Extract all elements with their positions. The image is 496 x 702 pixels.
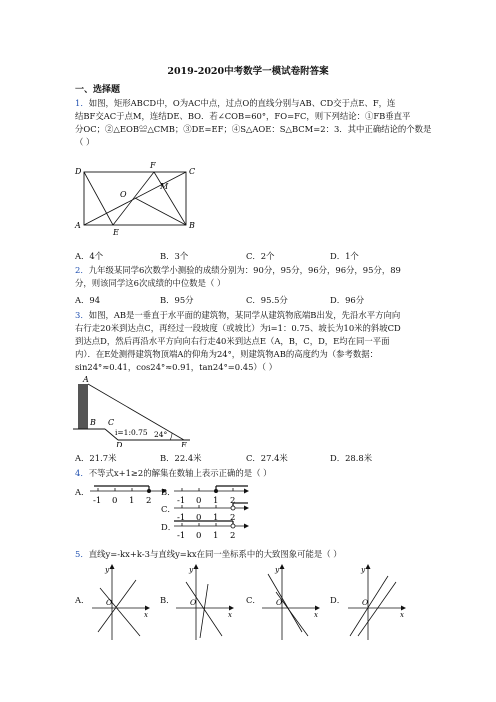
q2-line2: 分，则该同学这6次成绩的中位数是（ ） xyxy=(75,278,226,288)
label-M: M xyxy=(160,182,169,191)
label-O: O xyxy=(120,190,127,199)
svg-text:0: 0 xyxy=(196,513,202,523)
svg-text:x: x xyxy=(228,611,232,619)
q5-text1: 直线y=-kx+k-3与直线y=kx在同一坐标系中的大致图象可能是（ ） xyxy=(88,549,342,559)
q3-option-a: A．21.7米 xyxy=(75,453,117,463)
svg-text:y: y xyxy=(105,565,110,574)
q4-number: 4． xyxy=(75,468,89,478)
q3-line1 xyxy=(75,309,400,321)
q3-option-d: D．28.8米 xyxy=(330,453,373,463)
slope-label: i=1:0.75 xyxy=(115,428,148,437)
q4-number-line-a xyxy=(88,480,168,506)
svg-text:1: 1 xyxy=(213,496,219,506)
q4-number-line-d xyxy=(172,515,250,541)
q3-line2: 右行走20米到达点C，再经过一段坡度（或坡比）为i=1：0.75、坡长为10米的斜坡CD xyxy=(75,323,401,333)
q4-line1 xyxy=(75,467,272,479)
q4-text1: 不等式x+1≥2的解集在数轴上表示正确的是（ ） xyxy=(88,468,272,478)
section-heading: 一、选择题 xyxy=(75,85,121,95)
svg-text:-1: -1 xyxy=(177,531,186,541)
svg-text:0: 0 xyxy=(112,496,118,506)
q3-option-c: C．27.4米 xyxy=(246,453,288,463)
label-C: C xyxy=(189,167,196,176)
q4-label-c: C． xyxy=(161,504,176,514)
svg-text:x: x xyxy=(314,611,318,619)
svg-text:0: 0 xyxy=(196,496,202,506)
q4-label-d: D． xyxy=(161,522,177,532)
q3-option-b: B．22.4米 xyxy=(160,453,202,463)
q1-rectangle-figure xyxy=(70,160,210,240)
q5-graph-d xyxy=(344,562,408,642)
svg-text:2: 2 xyxy=(230,531,236,541)
svg-text:y: y xyxy=(361,565,366,574)
q2-option-b: B．95分 xyxy=(160,295,194,305)
q4-label-b: B． xyxy=(161,487,176,497)
q1-line4: （ ） xyxy=(75,137,95,147)
q1-option-d: D．1个 xyxy=(330,251,359,261)
svg-text:y: y xyxy=(189,565,194,574)
q5-label-c: C． xyxy=(246,595,261,605)
q5-label-a: A． xyxy=(75,595,90,605)
label-E: E xyxy=(113,228,119,237)
label-B: B xyxy=(189,221,195,230)
q1-option-b: B．3个 xyxy=(160,251,189,261)
q2-number: 2． xyxy=(75,265,89,275)
label-A: A xyxy=(75,221,81,230)
q1-line2: 结BF交AC于点M，连结DE、BO．若∠COB=60°，FO=FC，则下列结论：①FB垂直平 xyxy=(75,111,411,121)
svg-text:x: x xyxy=(144,611,148,619)
svg-text:0: 0 xyxy=(196,531,202,541)
q1-option-a: A．4个 xyxy=(75,251,104,261)
label-B: B xyxy=(90,418,96,427)
q3-line3: 到达点D，然后再沿水平方向向右行走40米到达点E（A，B，C，D，E均在同一平面 xyxy=(75,336,390,346)
svg-text:-1: -1 xyxy=(93,496,102,506)
q1-line3: 分OC；②△EOB≌△CMB；③DE=EF；④S△AOE：S△BCM=2：3．其中正确结论的个数是 xyxy=(75,124,432,134)
q2-text1: 九年级某同学6次数学小测验的成绩分别为：90分，95分，96分，96分，95分，89 xyxy=(88,265,401,275)
label-D: D xyxy=(75,167,82,176)
q3-line5: sin24°≈0.41，cos24°≈0.91，tan24°=0.45）（ ） xyxy=(75,362,278,372)
q3-text1: 如图，AB是一垂直于水平面的建筑物，某同学从建筑物底端B出发，先沿水平方向向 xyxy=(88,310,401,320)
label-A: A xyxy=(83,375,89,384)
q2-option-d: D．96分 xyxy=(330,295,365,305)
q3-building-figure xyxy=(70,372,195,447)
svg-text:y: y xyxy=(275,565,280,574)
svg-text:-1: -1 xyxy=(177,496,186,506)
svg-text:2: 2 xyxy=(146,496,152,506)
q3-number: 3． xyxy=(75,310,89,320)
q5-graph-b xyxy=(172,562,236,642)
q1-option-c: C．2个 xyxy=(246,251,275,261)
svg-text:O: O xyxy=(276,598,283,607)
page-title: 2019-2020中考数学一模试卷附答案 xyxy=(167,66,329,77)
q2-option-a: A．94 xyxy=(75,295,101,305)
svg-text:O: O xyxy=(362,598,369,607)
svg-text:-1: -1 xyxy=(177,513,186,523)
svg-text:1: 1 xyxy=(213,531,219,541)
q2-option-c: C．95.5分 xyxy=(246,295,288,305)
q5-label-b: B． xyxy=(160,595,175,605)
label-D: D xyxy=(116,441,123,447)
angle-label: 24° xyxy=(154,430,168,439)
q5-number: 5． xyxy=(75,549,89,559)
label-C: C xyxy=(108,418,115,427)
q1-line1 xyxy=(75,97,395,109)
q5-label-d: D． xyxy=(330,595,346,605)
svg-text:x: x xyxy=(400,611,404,619)
svg-text:1: 1 xyxy=(213,513,219,523)
q1-number: 1． xyxy=(75,98,89,108)
svg-text:O: O xyxy=(190,598,197,607)
q3-line4: 内）．在E处测得建筑物顶端A的仰角为24°，则建筑物AB的高度约为（参考数据： xyxy=(75,349,379,359)
q4-label-a: A． xyxy=(75,487,90,497)
svg-text:1: 1 xyxy=(129,496,135,506)
q5-line1 xyxy=(75,548,342,560)
label-E: E xyxy=(181,441,187,447)
label-F: F xyxy=(150,161,156,170)
q5-graph-c xyxy=(258,562,322,642)
q1-text1: 如图，矩形ABCD中，O为AC中点，过点O的直线分别与AB、CD交于点E、F，连 xyxy=(88,98,396,108)
svg-text:2: 2 xyxy=(230,513,236,523)
svg-text:2: 2 xyxy=(230,496,236,506)
q5-graph-a xyxy=(88,562,152,642)
q2-line1 xyxy=(75,264,401,276)
svg-text:O: O xyxy=(106,598,113,607)
